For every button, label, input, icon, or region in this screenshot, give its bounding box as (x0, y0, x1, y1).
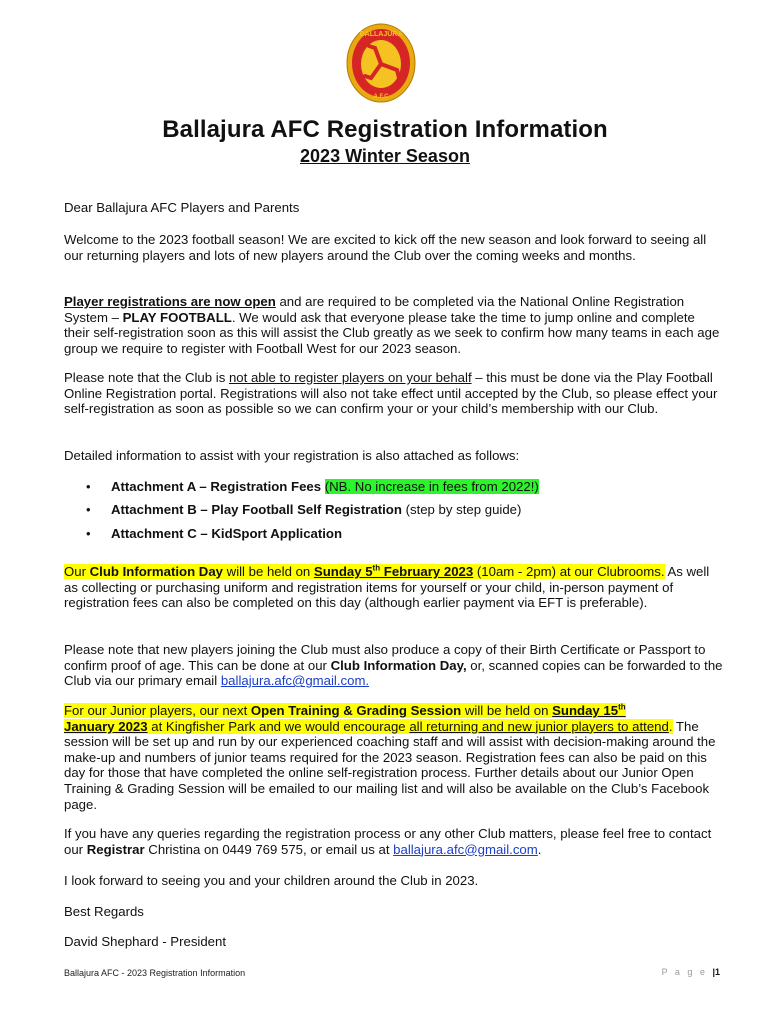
svg-text:A.F.C: A.F.C (373, 94, 389, 100)
closing: Best Regards (64, 904, 144, 919)
page-title: Ballajura AFC Registration Information (162, 116, 608, 143)
paragraph-proof-of-age: Please note that new players joining the Club must also produce a copy of their Birth Certificate or Passport to confirm proof of age. This can be done at our Club Information Day, or, scanned copies can be forwarded to the Club via our primary email ballajura.afc@gmail.com. (64, 642, 723, 689)
paragraph-attachments-intro: Detailed information to assist with your registration is also attached as follows: (64, 448, 520, 463)
paragraph-info-day: Our Club Information Day will be held on Sunday 5th February 2023 (10am - 2pm) at our Clubrooms. As well as collecting or purchasing uniform and registration items for yourself or your child, in-person payment of registration fees can also be completed on this day (although earlier payment via EFT is preferable). (64, 563, 710, 611)
svg-text:BALLAJURA: BALLAJURA (359, 31, 403, 38)
bullet-icon: • (86, 526, 91, 541)
paragraph-registrations: Player registrations are now open and are required to be completed via the National Online Registration System – PLAY FOOTBALL. We would ask that everyone please take the time to jump online and complete their self-registration soon as this will assist the Club greatly as we seek to confirm how many teams in each age group we require to register with Football West for our 2023 season. (64, 294, 720, 356)
email-link[interactable]: ballajura.afc@gmail.com. (220, 673, 370, 689)
bullet-icon: • (86, 479, 91, 494)
footer-doc-title: Ballajura AFC - 2023 Registration Information (64, 968, 246, 978)
club-logo (345, 22, 417, 104)
bullet-icon: • (86, 502, 91, 517)
paragraph-junior-training: For our Junior players, our next Open Training & Grading Session will be held on Sunday 15th January 2023 at Kingfisher Park and we would encourage all returning and new junior players to attend. The session will be set up and run by our experienced coaching staff and will assist with decision-making around the make-up and numbers of junior teams required for the 2023 season. Registration fees can also be paid on this day for those that have completed the online self-registration process. Further details about our Junior Open Training & Grading Session will be emailed to our mailing list and will also be available on the Club’s Facebook page. (64, 702, 716, 812)
email-link[interactable]: ballajura.afc@gmail.com (393, 841, 538, 857)
paragraph-note: Please note that the Club is not able to register players on your behalf – this must be done via the Play Football Online Registration portal. Registrations will also not take effect until accepted by the Club, so please effect your self-registration as soon as possible so we can confirm your or your child’s membership with our Club. (64, 370, 718, 417)
paragraph-queries: If you have any queries regarding the registration process or any other Club matters, please feel free to contact our Registrar Christina on 0449 769 575, or email us at ballajura.afc@gmail.com. (64, 826, 712, 857)
paragraph-closing: I look forward to seeing you and your children around the Club in 2023. (64, 873, 479, 888)
salutation: Dear Ballajura AFC Players and Parents (64, 200, 300, 215)
footer-page-number: P a g e |1 (661, 967, 720, 977)
paragraph-welcome: Welcome to the 2023 football season! We are excited to kick off the new season and look forward to seeing all our returning players and lots of new players around the Club over the coming weeks and months. (64, 232, 707, 263)
page-subtitle: 2023 Winter Season (300, 146, 470, 166)
signature: David Shephard - President (64, 934, 227, 949)
